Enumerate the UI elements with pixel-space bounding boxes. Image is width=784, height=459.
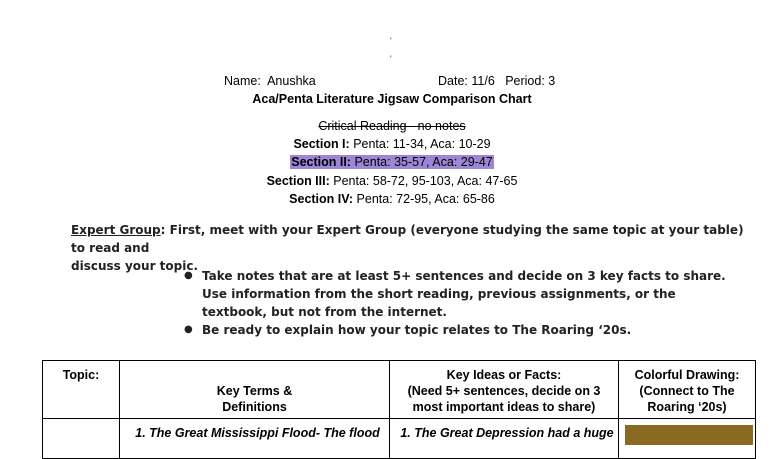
expert-line-1 — [71, 221, 751, 257]
terms-header-line-1: Key Terms & — [216, 384, 293, 398]
bullet-item-1 — [184, 267, 764, 321]
bullet-1-line-2: Use information from the short reading, previous assignments, or the — [202, 287, 676, 301]
critical-reading-text: Critical Reading - no notes — [318, 119, 466, 133]
topic-header — [43, 361, 120, 419]
section-4 — [0, 192, 784, 206]
terms-cell[interactable] — [120, 419, 390, 459]
table-row — [43, 419, 756, 459]
bullet-1-line-3: textbook, but not from the internet. — [202, 305, 447, 319]
terms-header — [120, 361, 390, 419]
stray-mark-1: ' — [390, 36, 392, 46]
topic-cell[interactable] — [43, 419, 120, 459]
drawing-header-line-1: Colorful Drawing: — [634, 368, 740, 382]
terms-cell-text: The flood — [320, 426, 380, 440]
bullet-1-line-1: Take notes that are at least 5+ sentences and decide on 3 key facts to share. — [202, 269, 726, 283]
ideas-cell-text: 1. The Great Depression had a huge — [400, 426, 614, 440]
expert-line-2: discuss your topic. — [71, 259, 199, 273]
ideas-header-line-1: Key Ideas or Facts: — [446, 368, 562, 382]
section-2-text: Penta: 35-57, Aca: 29-47 — [354, 155, 493, 169]
section-2-label: Section II: — [291, 155, 351, 169]
bullet-2-line-1: Be ready to explain how your topic relates to The Roaring ‘20s. — [202, 323, 632, 337]
table-header-row — [43, 361, 756, 419]
instruction-bullets — [184, 267, 764, 339]
drawing-header-line-3: Roaring ‘20s) — [647, 400, 727, 414]
ideas-header — [390, 361, 619, 419]
terms-header-line-2: Definitions — [222, 400, 287, 414]
section-3-label: Section III: — [266, 174, 330, 188]
ideas-header-line-3: most important ideas to share) — [412, 400, 596, 414]
ideas-header-line-2: (Need 5+ sentences, decide on 3 — [407, 384, 601, 398]
drawing-header — [619, 361, 756, 419]
period-label: Period: — [505, 74, 545, 88]
section-2-highlight — [290, 155, 494, 169]
bullet-dot-icon: ● — [184, 270, 193, 281]
stray-mark-2: ' — [390, 54, 392, 64]
section-3 — [0, 174, 784, 188]
name-label: Name: — [224, 74, 261, 88]
date-value: 11/6 — [471, 74, 495, 88]
drawing-header-line-2: (Connect to The — [639, 384, 735, 398]
section-2 — [0, 155, 784, 169]
drawing-cell[interactable] — [619, 419, 756, 459]
terms-cell-term: 1. The Great Mississippi Flood- — [135, 426, 321, 440]
drawing-image — [625, 425, 753, 445]
topic-header-text: Topic: — [62, 368, 100, 382]
bullet-dot-icon: ● — [184, 324, 193, 335]
ideas-cell[interactable] — [390, 419, 619, 459]
period-value: 3 — [548, 74, 556, 88]
section-1 — [0, 137, 784, 151]
section-4-label: Section IV: — [289, 192, 354, 206]
date-period-field — [438, 74, 555, 88]
critical-reading-note — [0, 119, 784, 133]
expert-line-1-text: : First, meet with your Expert Group (everyone studying the same topic at your table) to read and — [71, 223, 744, 255]
bullet-item-2 — [184, 321, 764, 339]
name-field — [224, 74, 316, 88]
section-4-text: Penta: 72-95, Aca: 65-86 — [356, 192, 495, 206]
expert-group-label: Expert Group — [71, 223, 161, 237]
section-3-text: Penta: 58-72, 95-103, Aca: 47-65 — [333, 174, 518, 188]
comparison-table — [42, 360, 756, 459]
document-title: Aca/Penta Literature Jigsaw Comparison Chart — [252, 92, 532, 106]
section-1-label: Section I: — [293, 137, 350, 151]
date-label: Date: — [438, 74, 468, 88]
name-value: Anushka — [267, 74, 316, 88]
section-1-text: Penta: 11-34, Aca: 10-29 — [353, 137, 491, 151]
